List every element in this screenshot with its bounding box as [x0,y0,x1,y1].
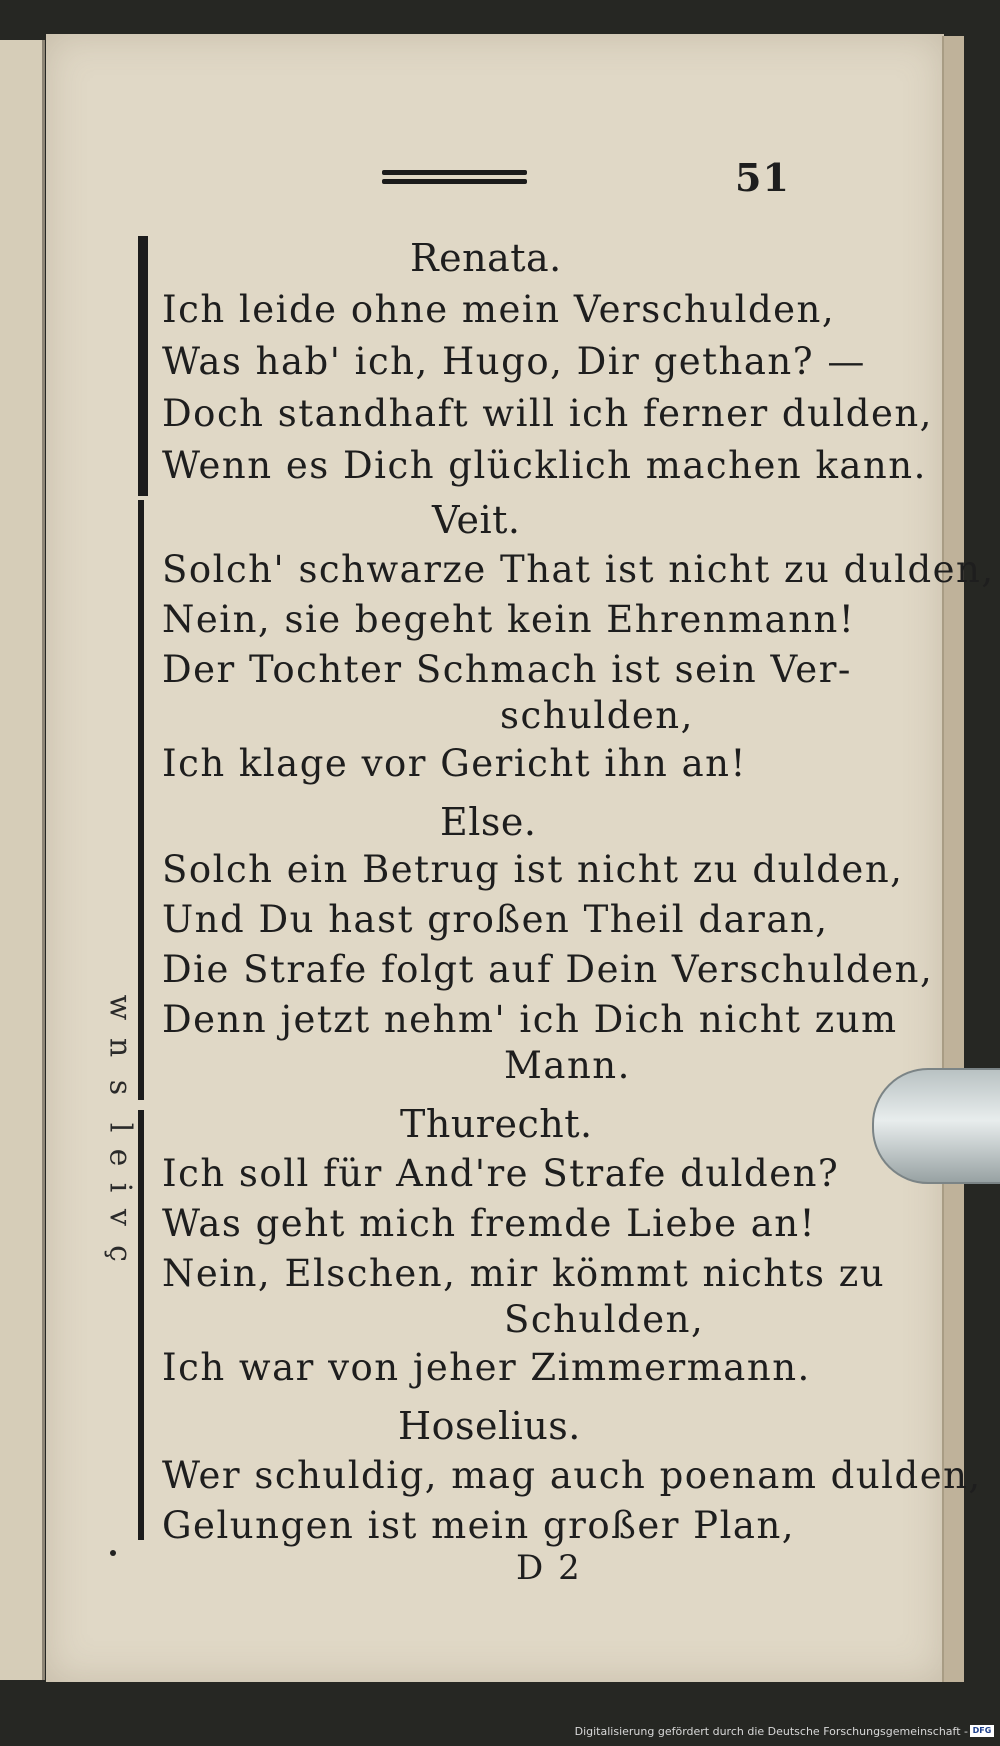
speaker-bracket-1 [138,236,148,496]
verse-line: Und Du hast großen Theil daran, [162,898,829,941]
verse-continuation: Mann. [504,1044,631,1087]
signature-mark: D 2 [516,1548,582,1588]
verse-line: Der Tochter Schmach ist sein Ver- [162,648,852,691]
marginal-note [100,990,140,1290]
ink-dot [110,1550,116,1556]
facing-page-edge [0,40,45,1680]
verse-continuation: schulden, [500,694,694,737]
marginal-letter: s [102,1079,138,1096]
verse-line: Ich leide ohne mein Verschulden, [162,288,836,331]
speaker-thurecht: Thurecht. [400,1102,593,1146]
marginal-letter: n [102,1037,138,1058]
speaker-veit: Veit. [432,498,521,542]
speaker-else: Else. [440,800,537,844]
verse-line: Ich soll für And're Strafe dulden? [162,1152,840,1195]
header-rule [382,170,527,185]
marginal-letter: ç [102,1245,138,1262]
verse-line: Ich war von jeher Zimmermann. [162,1346,811,1389]
verse-line: Solch' schwarze That ist nicht zu dulden, [162,548,995,591]
verse-line: Nein, Elschen, mir kömmt nichts zu [162,1252,886,1295]
verse-line: Nein, sie begeht kein Ehrenmann! [162,598,856,641]
verse-line: Ich klage vor Gericht ihn an! [162,742,747,785]
verse-line: Wer schuldig, mag auch poenam dulden, [162,1454,982,1497]
marginal-letter: v [102,1209,138,1226]
verse-line: Solch ein Betrug ist nicht zu dulden, [162,848,904,891]
marginal-letter: l [102,1122,138,1133]
page-number: 51 [735,155,790,200]
speaker-renata: Renata. [410,236,562,280]
verse-line: Die Strafe folgt auf Dein Verschulden, [162,948,934,991]
marginal-letter: w [102,994,138,1021]
verse-line: Wenn es Dich glücklich machen kann. [162,444,927,487]
verse-continuation: Schulden, [504,1298,705,1341]
verse-line: Was geht mich fremde Liebe an! [162,1202,817,1245]
verse-line: Denn jetzt nehm' ich Dich nicht zum [162,998,898,1041]
verse-line: Was hab' ich, Hugo, Dir gethan? — [162,340,866,383]
marginal-letter: i [102,1182,138,1193]
verse-line: Doch standhaft will ich ferner dulden, [162,392,933,435]
digitization-credit: Digitalisierung gefördert durch die Deutsche Forschungsgemeinschaft - [574,1725,968,1738]
page-stack-edge [942,36,964,1682]
metal-clip [872,1068,1000,1184]
verse-line: Gelungen ist mein großer Plan, [162,1504,796,1547]
dfg-logo: DFG [970,1725,994,1737]
marginal-letter: e [102,1148,138,1167]
speaker-hoselius: Hoselius. [398,1404,581,1448]
